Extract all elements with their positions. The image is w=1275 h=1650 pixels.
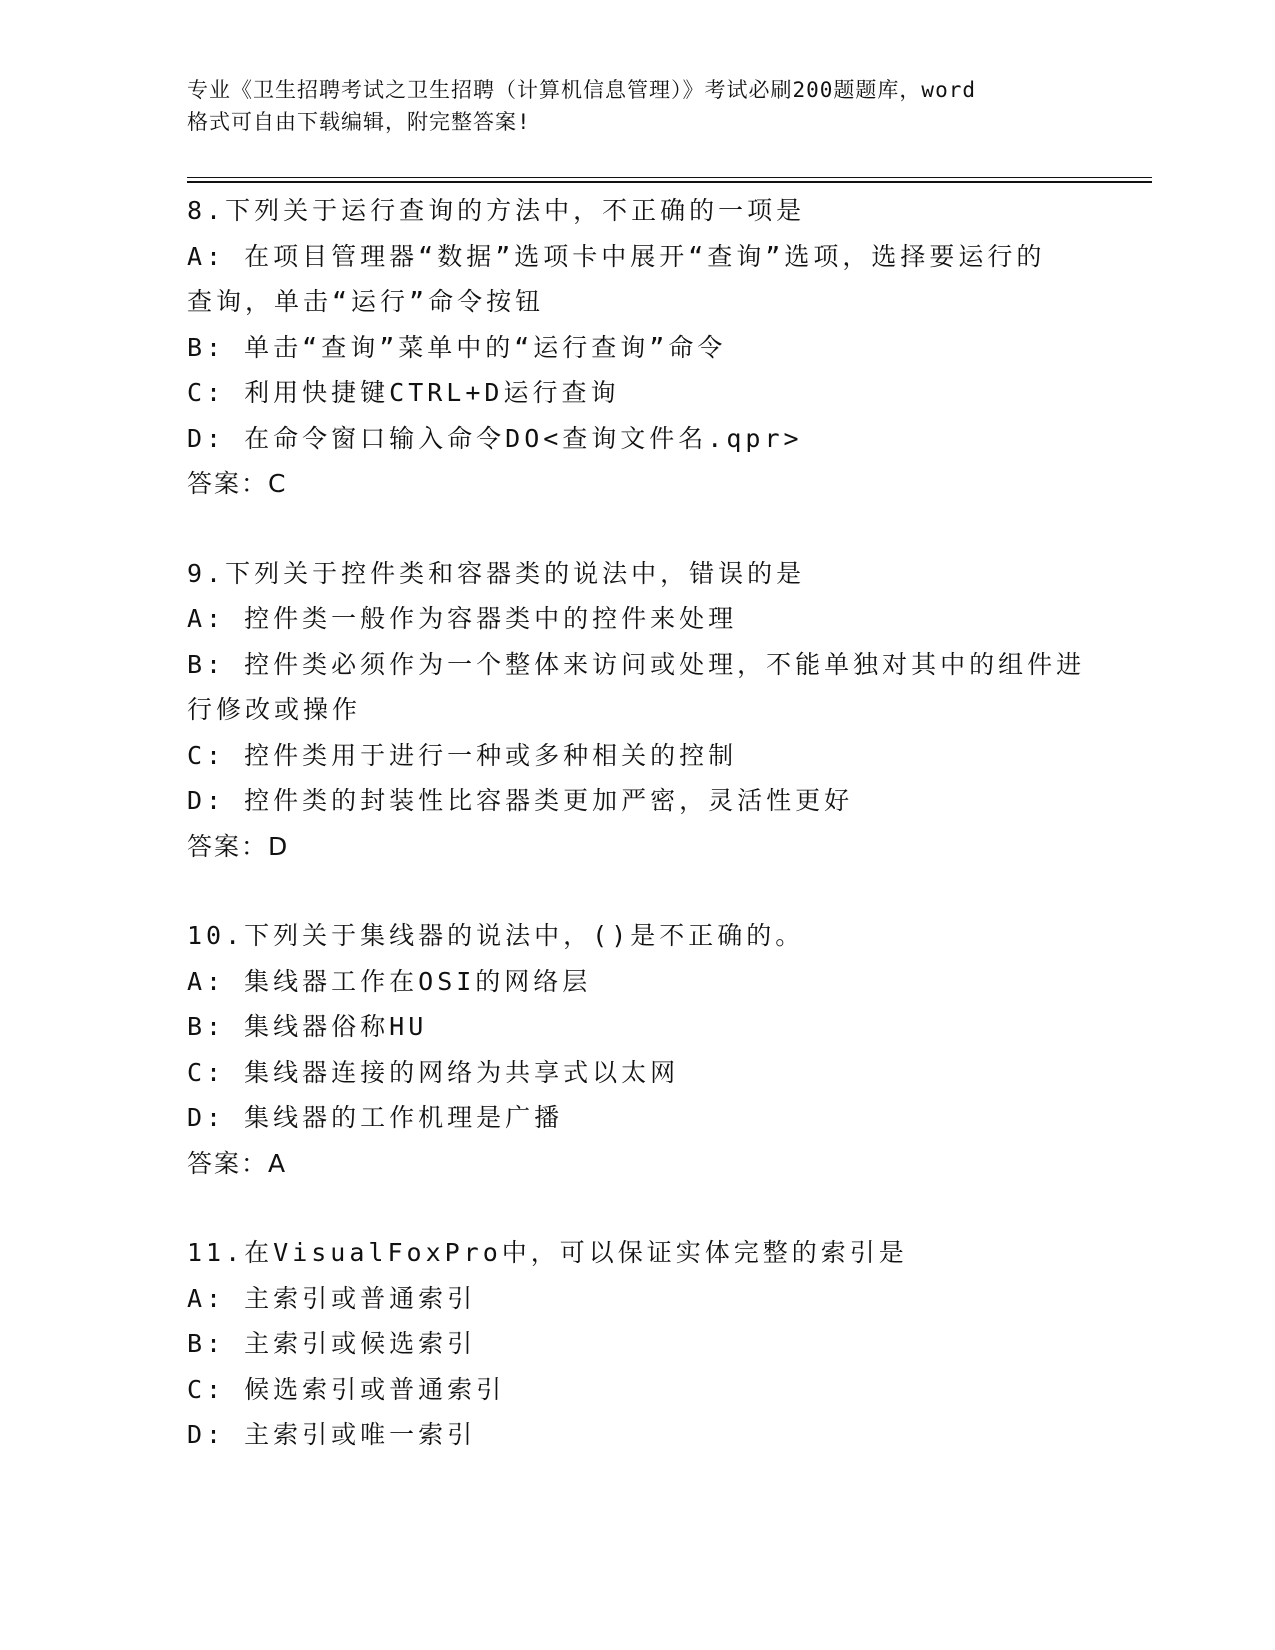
question-list (187, 188, 1087, 1458)
document-header (187, 74, 1087, 138)
option-d: D: 控件类的封装性比容器类更加严密，灵活性更好 (187, 786, 854, 815)
question-11 (187, 1230, 1087, 1458)
header-divider-thin (187, 177, 1152, 178)
header-line-1: 专业《卫生招聘考试之卫生招聘（计算机信息管理）》考试必刷200题题库，word (187, 78, 976, 102)
option-a-continued: 查询，单击“运行”命令按钮 (187, 287, 545, 316)
answer: 答案：C (187, 469, 288, 498)
question-title: 8.下列关于运行查询的方法中，不正确的一项是 (187, 196, 806, 225)
option-b: B: 控件类必须作为一个整体来访问或处理，不能单独对其中的组件进 (187, 649, 1086, 679)
option-a: A: 主索引或普通索引 (187, 1283, 477, 1313)
answer: 答案：D (187, 831, 290, 861)
question-title: 9.下列关于控件类和容器类的说法中，错误的是 (187, 558, 806, 588)
header-divider-thick (187, 181, 1152, 183)
option-b: B: 单击“查询”菜单中的“运行查询”命令 (187, 332, 727, 362)
option-a: A: 控件类一般作为容器类中的控件来处理 (187, 604, 738, 633)
option-c: C: 控件类用于进行一种或多种相关的控制 (187, 740, 738, 770)
option-d: D: 主索引或唯一索引 (187, 1420, 477, 1449)
question-8 (187, 188, 1087, 507)
option-a: A: 在项目管理器“数据”选项卡中展开“查询”选项，选择要运行的 (187, 241, 1046, 271)
question-9 (187, 551, 1087, 870)
option-d: D: 在命令窗口输入命令DO<查询文件名.qpr> (187, 423, 803, 453)
option-b: B: 主索引或候选索引 (187, 1329, 477, 1358)
option-a: A: 集线器工作在OSI的网络层 (187, 966, 592, 996)
option-c: C: 集线器连接的网络为共享式以太网 (187, 1057, 680, 1087)
option-b-continued: 行修改或操作 (187, 695, 362, 724)
option-c: C: 候选索引或普通索引 (187, 1374, 506, 1404)
question-title: 11.在VisualFoxPro中，可以保证实体完整的索引是 (187, 1238, 908, 1267)
option-d: D: 集线器的工作机理是广播 (187, 1103, 564, 1132)
option-b: B: 集线器俗称HU (187, 1012, 428, 1041)
answer: 答案：A (187, 1148, 288, 1178)
option-c: C: 利用快捷键CTRL+D运行查询 (187, 378, 620, 407)
header-line-2: 格式可自由下载编辑，附完整答案! (187, 110, 531, 134)
question-10 (187, 913, 1087, 1186)
question-title: 10.下列关于集线器的说法中，()是不正确的。 (187, 921, 805, 950)
